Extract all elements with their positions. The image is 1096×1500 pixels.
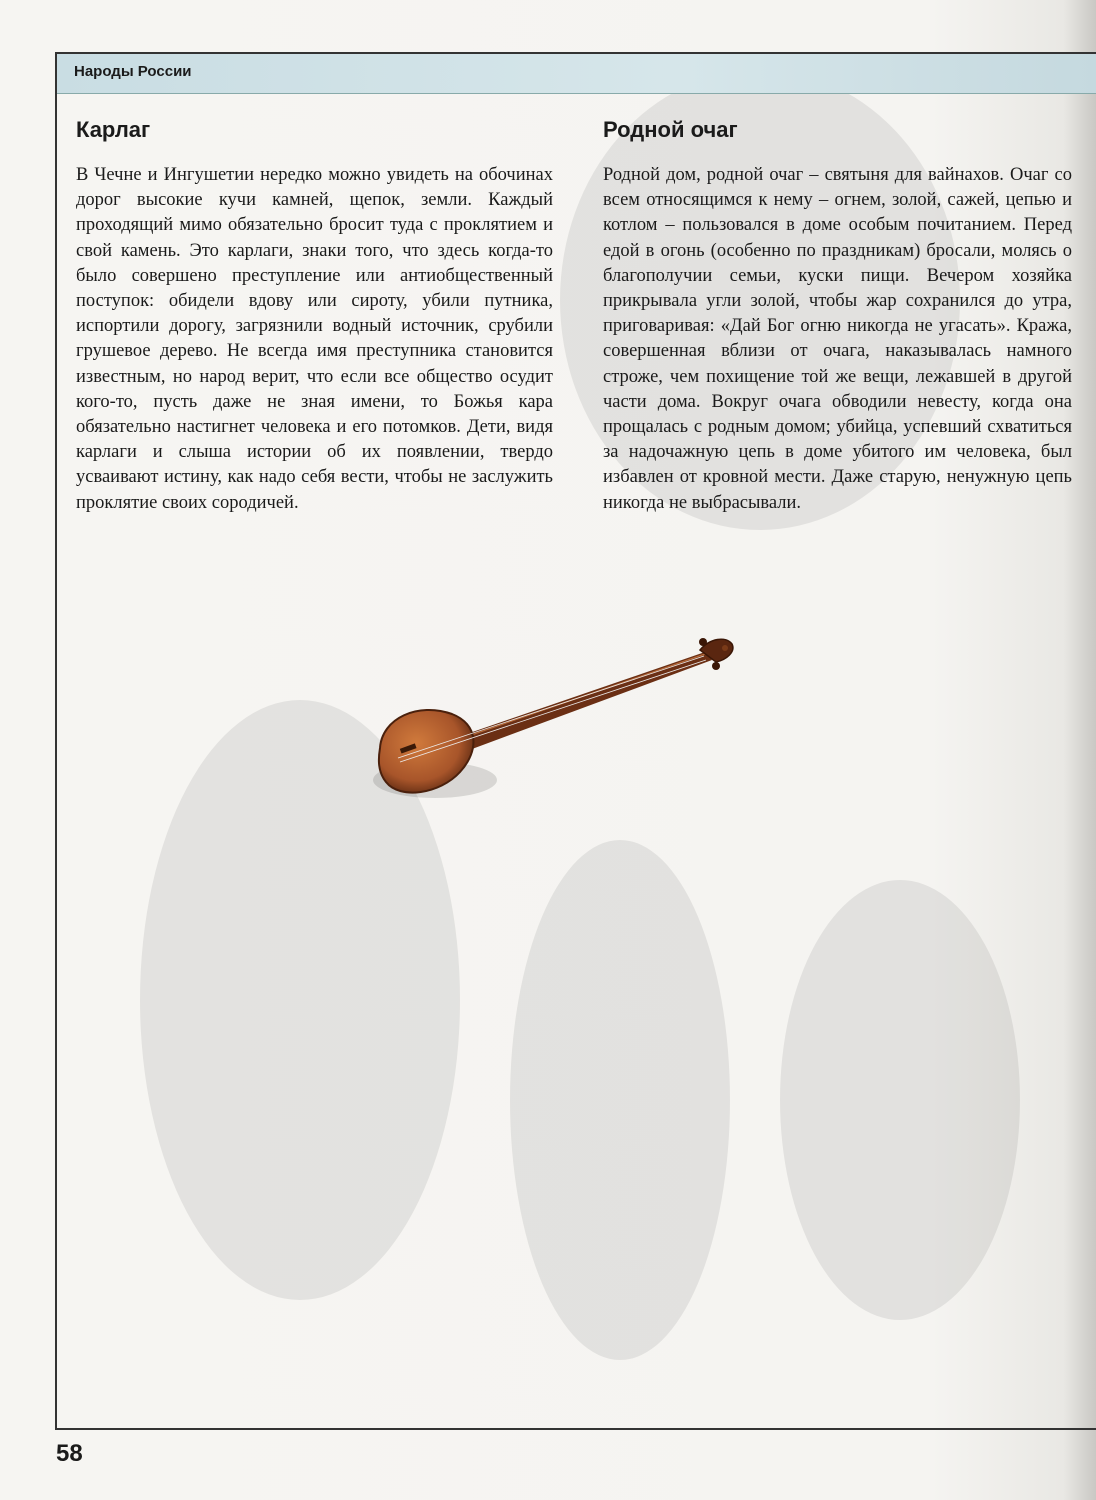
frame-bottom-rule <box>55 1428 1096 1430</box>
dechig-pondar-lute-icon <box>360 630 740 810</box>
article-title-karlag: Карлаг <box>76 117 151 142</box>
frame-left-rule <box>55 52 57 1429</box>
page-number: 58 <box>56 1440 83 1467</box>
header-divider <box>57 93 1096 94</box>
article-body-hearth: Родной дом, родной очаг – святыня для вайнахов. Очаг со всем относящимся к нему – огнем, золой, сажей, цепью и котлом – пользовался в доме особым почитанием. Перед едой в огонь (особенно по праздникам) бросали, молясь о благополучии семьи, куски пищи. Вечером хозяйка прикрывала угли золой, чтобы жар сохранился до утра, приговаривая: «Дай Бог огню никогда не угасать». Кража, совершенная вблизи от очага, наказывалась намного строже, чем похищение той же вещи, лежавшей в другой части дома. Вокруг очага обводили невесту, когда она прощалась с родным домом; убийца, успевший схватиться за надочажную цепь в доме убитого им человека, был избавлен от кровной мести. Даже старую, ненужную цепь никогда не выбрасывали. <box>603 165 1072 513</box>
article-body-karlag: В Чечне и Ингушетии нередко можно увидеть на обочинах дорог высокие кучи камней, щепок, земли. Каждый проходящий мимо обязательно бросит туда с проклятием и свой камень. Это карлаги, знаки того, что здесь когда-то было совершено преступление или антиобщественный поступок: обидели вдову или сироту, убили путника, испортили дорогу, загрязнили водный источник, срубили грушевое дерево. Не всегда имя преступника становится известным, но народ верит, что если все общество осудит кого-то, пусть даже не зная имени, то Божья кара обязательно настигнет человека и его потомков. Дети, видя карлаги и слыша истории об их появлении, твердо усваивают истину, как надо себя вести, чтобы не заслужить проклятие своих сородичей. <box>76 165 553 513</box>
section-label: Народы России <box>74 63 192 80</box>
article-title-hearth: Родной очаг <box>603 117 738 142</box>
header-band <box>57 54 1096 93</box>
